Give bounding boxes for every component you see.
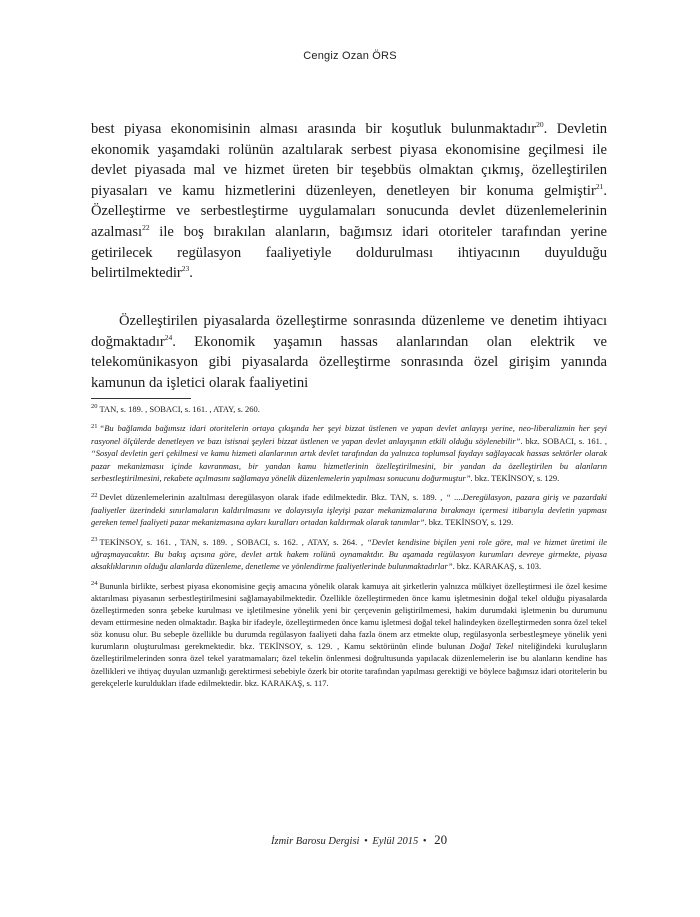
footnote-ref-20[interactable]: 20 [536, 120, 544, 130]
bullet-separator: • [364, 836, 368, 847]
footnote-22 [91, 491, 607, 528]
para1-text-b: . Devletin ekonomik yaşamdaki rolünün azaltılarak serbest piyasa ekonomisine geçilmesi ile devlet piyasada mal ve hizmet üreten bir teşebbüs olmaktan çıkmış, özelleştirilen piyasaları ve kamu hizmetlerini düzenleyen, denetleyen bir konuma gelmiştir [91, 121, 607, 199]
footnote-ref-21[interactable]: 21 [595, 181, 604, 191]
footnote-number: 23 [91, 535, 98, 543]
para1-text-c: . Özelleştirme ve serbestleştirme uygulamaları sonucunda devlet düzenlemelerinin azalması [91, 182, 607, 240]
para1-text-d: ile boş bırakılan alanların, bağımsız idari otoriteler tarafından yerine getirilecek regülasyon faaliyetiyle doldurulması ihtiyacının duyulduğu belirtilmektedir [91, 223, 607, 282]
footnote-number: 24 [91, 580, 98, 588]
footnote-number: 21 [91, 422, 98, 430]
footnote-ref-23[interactable]: 23 [181, 264, 190, 274]
footnote-quote: “Devlet kendisine biçilen yeni role göre, mal ve hizmet üretimi ile uğraşmayacaktır. Bu bakış açısına göre, devlet artık hakem rolünü oynamaktdır. Bu aşamada regülasyon kurumları devreye girmekte, piyasa aksaklıklarının olduğu alanlarda düzenleme, denetleme ve yönlendirme faaliyetlerinde bulunmaktadırlar” [91, 536, 607, 572]
footnote-text: . bkz. TEKİNSOY, s. 129. [470, 473, 560, 484]
para1-text-e: . [189, 265, 193, 282]
footnote-emphasis: Doğal Tekel [469, 641, 514, 652]
footnote-text: TEKİNSOY, s. 161. , TAN, s. 189. , SOBACI, s. 162. , ATAY, s. 264. , [99, 536, 367, 547]
paragraph-2 [91, 311, 607, 393]
running-header: Cengiz Ozan ÖRS [303, 50, 397, 62]
footnote-divider [91, 398, 191, 399]
footnote-text: TAN, s. 189. , SOBACI, s. 161. , ATAY, s. 260. [99, 404, 260, 414]
footnote-text: . bkz. SOBACI, s. 161. , [520, 435, 607, 446]
footnote-24 [91, 580, 607, 689]
footnote-text: . bkz. TEKİNSOY, s. 129. [424, 517, 514, 528]
issue-date: Eylül 2015 [372, 836, 419, 847]
para2-text-a: Özelleştirilen piyasalarda özelleştirme sonrasında düzenleme ve denetim ihtiyacı doğmaktadır [91, 313, 607, 350]
footnote-text: niteliğindeki kuruluşların özelleştirilmelerinden sonra özel tekel yaratmamaları; özel tekelin önlenmesi doğrultusunda yapılacak düzenlemelerin ise bu alanların kendine has özellikleri ve ihtiyaç duyulan uzmanlığı gerektirmesi sebebiyle özerk bir otorite tarafından yapılması gerektiği ve böylece bağımsız idari otoritelerin bu gerekçelerle kuruldukları ifade edilmektedir. bkz. KARAKAŞ, s. 117. [91, 641, 607, 688]
footnote-21 [91, 422, 607, 484]
journal-name: İzmir Barosu Dergisi [271, 836, 360, 847]
footnote-ref-24[interactable]: 24 [164, 332, 173, 342]
page-footer [271, 832, 611, 848]
footnote-text: Devlet düzenlemelerinin azaltılması deregülasyon olarak ifade edilmektedir. Bkz. TAN, s. 189. , [99, 492, 446, 503]
footnotes-section [91, 403, 607, 696]
para2-text-b: . Ekonomik yaşamın hassas alanlarından olan elektrik ve telekomünikasyon gibi piyasalarda özelleştirme sonrasında özel girişim yanında kamunun da işletici olarak faaliyetini [91, 333, 607, 391]
footnote-quote: “ ....Deregülasyon, pazara giriş ve pazardaki faaliyetler üzerindeki sınırlamaların kaldırılmasını ve dolayısıyla işleyişi pazar mekanizmalarına bırakmayı içermesi itibarıyla devletin yapması gereken temel faaliyeti pazar mekanizmasına aykırı kuralları ortadan kaldırmak olarak tanımlar” [91, 492, 607, 528]
para1-text-a: best piyasa ekonomisinin alması arasında bir koşutluk bulunmaktadır [91, 121, 537, 137]
footnote-text: . bkz. KARAKAŞ, s. 103. [452, 561, 542, 572]
footnote-number: 20 [91, 403, 98, 411]
page-number: 20 [434, 832, 448, 847]
footnote-20 [91, 403, 607, 415]
footnote-quote: “Sosyal devletin geri çekilmesi ve kamu hizmeti alanlarının artık devlet tarafından da yalnızca toplumsal faydayı sağlayacak hassas sektörler olarak pazar mekanizmasıı içinde kavranması, bir yandan kamu hizmetlerinin özelleştirilmesini, bir yandan da özelleştirilen bu alanların serbestleştirilmesini, rekabete açılmasını sağlamaya yönelik düzenlemelerin yapılması sonucunu doğurmuştur” [91, 448, 607, 484]
bullet-separator: • [422, 836, 427, 847]
footnote-quote: “Bu bağlamda bağımsız idari otoritelerin ortaya çıkışında her şeyi bizzat üstlenen ve yapan devlet anlayışı yerine, neo-liberalizmin her şeyi rasyonel ölçülerde denetleyen ve bazı istisnai şeyleri bizzat üstlenen ve yapan devlet anlayışının etkili olduğu söylenebilir” [91, 423, 607, 446]
footnote-ref-22[interactable]: 22 [142, 223, 150, 233]
paragraph-1 [91, 119, 607, 284]
footnote-23 [91, 536, 607, 573]
footnote-text: Bununla birlikte, serbest piyasa ekonomisine geçiş amacına yönelik olarak kamuya ait şirketlerin yalnızca mülkiyet özelleştirmesi ile özel kesime aktarılması piyasanın serbestleştirilmesini sağlamayabilmektedir. Özellikle özelleştirmeden önce kamu işletmesinin doğal tekel olduğu piyasalarda özelleştirmeden sonra şebeke kurulması ve işletilmesine yönelik yeni bir çerçevenin geliştirilmemesi, hakim durumdaki işletmenin bu durumunu devam ettirmesine neden olmaktadır. Başka bir ifadeyle, özelleştirmeden önce kamu işletmesi doğal tekel halindeyken özelleştirmeden sonra özel tekel söz konusu olur. Bu sebeple özellikle bu durumda regülasyon faaliyeti daha fazla önem arz etmekte olup, regülasyonla serbestleşmeye yönelik yeni kurumların oluşturulması gerekmektedir. bkz. TEKİNSOY, s. 129. , Kamu sektörünün elinde bulunan [91, 580, 607, 652]
footnote-number: 22 [91, 491, 98, 499]
